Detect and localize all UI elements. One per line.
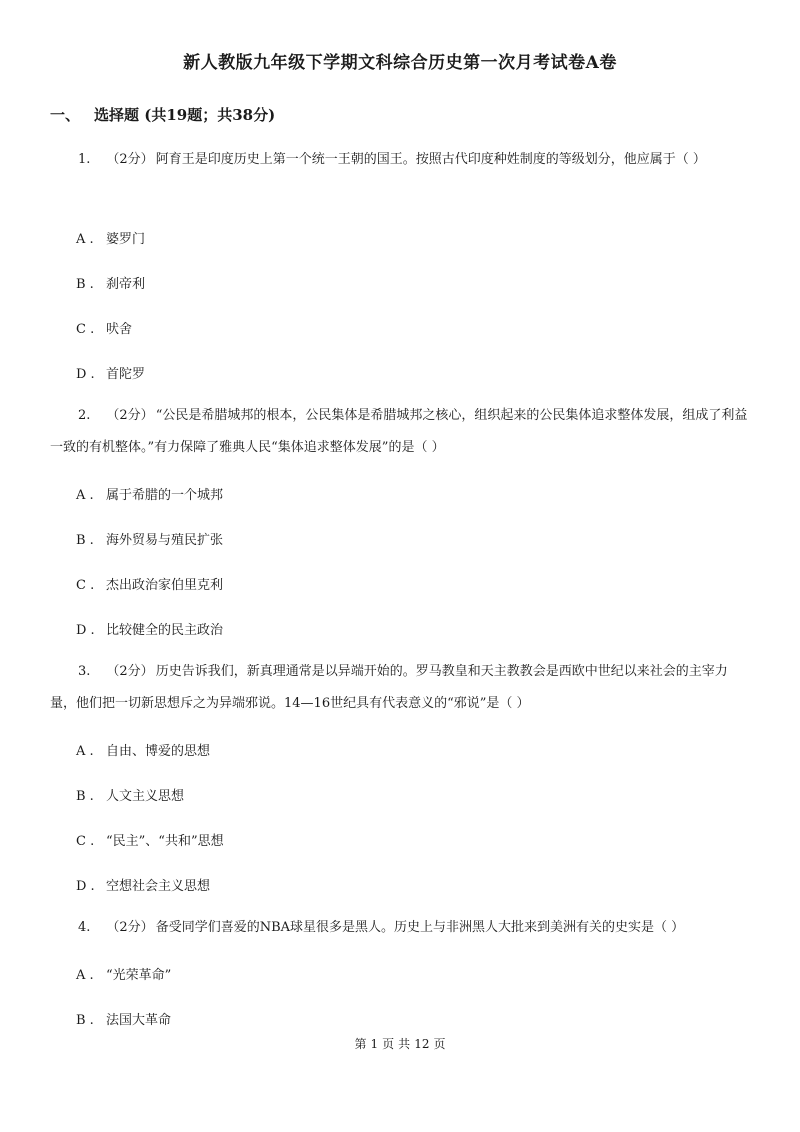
option-2b[interactable]: B . 海外贸易与殖民扩张	[76, 533, 224, 548]
question-score: （2分）	[106, 408, 154, 423]
section-heading	[50, 104, 275, 125]
option-2d[interactable]: D . 比较健全的民主政治	[76, 623, 224, 638]
question-4	[50, 912, 750, 944]
question-score: （2分）	[106, 920, 154, 935]
page-title: 新人教版九年级下学期文科综合历史第一次月考试卷A卷	[183, 53, 617, 73]
option-4a[interactable]: A . “光荣革命”	[76, 968, 172, 983]
question-score: （2分）	[106, 664, 154, 679]
option-3c[interactable]: C . “民主”、“共和”思想	[76, 834, 224, 849]
question-1	[50, 144, 750, 176]
option-3a[interactable]: A . 自由、博爱的思想	[76, 744, 211, 759]
section-number: 一、	[50, 106, 81, 124]
question-2	[50, 400, 750, 464]
question-3	[50, 656, 750, 720]
question-text: 备受同学们喜爱的NBA球星很多是黑人。历史上与非洲黑人大批来到美洲有关的史实是（ ）	[155, 920, 685, 935]
total-pages: 12	[414, 1037, 430, 1051]
option-1c[interactable]: C . 吠舍	[76, 322, 133, 337]
question-number: 1.	[78, 152, 91, 167]
page-footer: 第 1 页 共 12 页	[354, 1037, 446, 1051]
option-2a[interactable]: A . 属于希腊的一个城邦	[76, 488, 224, 503]
option-4b[interactable]: B . 法国大革命	[76, 1013, 172, 1028]
question-number: 2.	[78, 408, 91, 423]
option-1b[interactable]: B . 刹帝利	[76, 277, 146, 292]
option-1a[interactable]: A . 婆罗门	[76, 232, 146, 247]
option-3d[interactable]: D . 空想社会主义思想	[76, 879, 211, 894]
question-number: 4.	[78, 920, 91, 935]
question-number: 3.	[78, 664, 91, 679]
question-text: 阿育王是印度历史上第一个统一王朝的国王。按照古代印度种姓制度的等级划分，他应属于（ ）	[155, 152, 706, 167]
question-text: “公民是希腊城邦的根本，公民集体是希腊城邦之核心，组织起来的公民集体追求整体发展，组成了利益一致的有机整体。”有力保障了雅典人民“集体追求整体发展”的是（ ）	[50, 408, 748, 455]
section-label: 选择题 (共19题；共38分)	[94, 106, 276, 124]
option-1d[interactable]: D . 首陀罗	[76, 367, 146, 382]
option-2c[interactable]: C . 杰出政治家伯里克利	[76, 578, 224, 593]
question-text: 历史告诉我们，新真理通常是以异端开始的。罗马教皇和天主教教会是西欧中世纪以来社会的主宰力量，他们把一切新思想斥之为异端邪说。14—16世纪具有代表意义的“邪说”是（ ）	[50, 664, 728, 711]
current-page: 1	[370, 1037, 379, 1051]
question-score: （2分）	[106, 152, 154, 167]
option-3b[interactable]: B . 人文主义思想	[76, 789, 185, 804]
